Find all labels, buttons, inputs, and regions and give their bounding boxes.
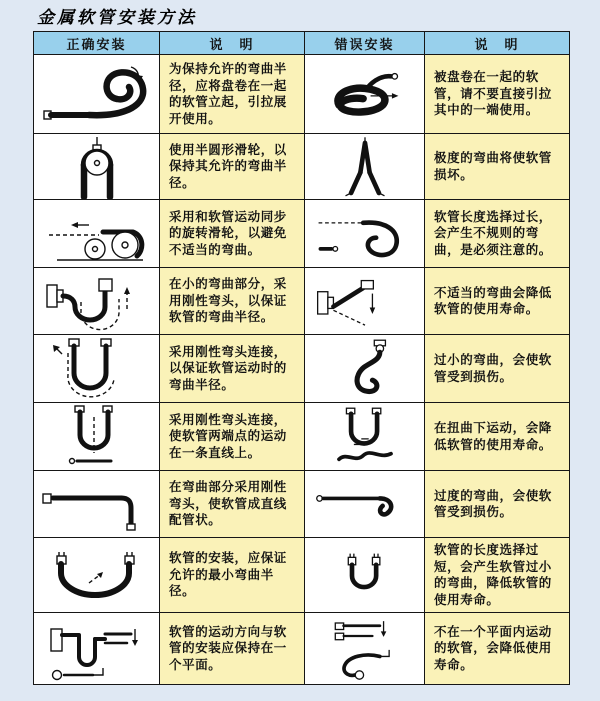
wrong-desc: 过小的弯曲，会使软管受到损伤。	[425, 335, 570, 403]
u-hose-endpoints-on-straight-line-icon	[41, 405, 153, 469]
correct-desc: 采用和软管运动同步的旋转滑轮，以避免不适当的弯曲。	[160, 200, 305, 268]
correct-desc: 软管的运动方向与软管的安装应保持在一个平面。	[160, 613, 305, 685]
wrong-desc: 软管的长度选择过短，会产生软管过小的弯曲，降低软管的使用寿命。	[425, 538, 570, 613]
wrong-desc: 不在一个平面内运动的软管，会降低使用寿命。	[425, 613, 570, 685]
correct-image-cell	[34, 403, 160, 471]
table-row	[34, 55, 570, 134]
correct-image-cell	[34, 134, 160, 200]
wrong-image-cell	[305, 134, 425, 200]
correct-image-cell	[34, 268, 160, 335]
header-correct-description: 说 明	[160, 32, 305, 55]
correct-desc: 软管的安装，应保证允许的最小弯曲半径。	[160, 538, 305, 613]
wrong-image-cell	[305, 335, 425, 403]
correct-image-cell	[34, 538, 160, 613]
u-hose-moving-under-twist-icon	[313, 405, 417, 469]
table-row	[34, 613, 570, 685]
wrong-image-cell	[305, 538, 425, 613]
correct-image-cell	[34, 335, 160, 403]
u-bend-with-rigid-elbows-icon	[41, 269, 153, 333]
wrong-image-cell	[305, 55, 425, 134]
straight-hose-with-rigid-elbow-icon	[41, 472, 153, 536]
table-row	[34, 268, 570, 335]
improper-angled-bend-at-flange-icon	[313, 269, 417, 333]
hose-motion-in-single-plane-assembly-icon	[41, 615, 153, 683]
overlong-hose-irregular-loop-icon	[313, 202, 417, 266]
header-correct-install: 正确安装	[34, 32, 160, 55]
wrong-image-cell	[305, 268, 425, 335]
header-wrong-install: 错误安装	[305, 32, 425, 55]
too-small-radius-hook-bend-icon	[313, 337, 417, 401]
wrong-desc: 在扭曲下运动，会降低软管的使用寿命。	[425, 403, 570, 471]
correct-image-cell	[34, 55, 160, 134]
u-hose-rigid-elbow-connection-icon	[41, 337, 153, 401]
table-row	[34, 471, 570, 538]
overbent-hose-end-icon	[313, 472, 417, 536]
correct-image-cell	[34, 613, 160, 685]
header-row	[34, 32, 570, 55]
hose-over-semicircular-pulley-icon	[41, 135, 153, 199]
coiled-hose-pulled-from-one-end-icon	[313, 62, 417, 126]
table-row	[34, 335, 570, 403]
correct-desc: 采用刚性弯头连接，以保证软管运动时的弯曲半径。	[160, 335, 305, 403]
page-title: 金属软管安装方法	[37, 8, 197, 27]
table-row	[34, 538, 570, 613]
wrong-desc: 过度的弯曲，会使软管受到损伤。	[425, 471, 570, 538]
wrong-image-cell	[305, 471, 425, 538]
coiled-hose-unrolling-icon	[41, 61, 153, 127]
wrong-desc: 极度的弯曲将使软管损坏。	[425, 134, 570, 200]
correct-desc: 在小的弯曲部分，采用刚性弯头，以保证软管的弯曲半径。	[160, 268, 305, 335]
wrong-desc: 不适当的弯曲会降低软管的使用寿命。	[425, 268, 570, 335]
hose-with-synchronized-rotating-pulleys-icon	[41, 202, 153, 266]
correct-image-cell	[34, 471, 160, 538]
table-row	[34, 134, 570, 200]
correct-desc: 采用刚性弯头连接，使软管两端点的运动在一条直线上。	[160, 403, 305, 471]
table-row	[34, 200, 570, 268]
wrong-image-cell	[305, 200, 425, 268]
correct-desc: 在弯曲部分采用刚性弯头，使软管成直线配管状。	[160, 471, 305, 538]
correct-image-cell	[34, 200, 160, 268]
table-row	[34, 403, 570, 471]
correct-desc: 为保持允许的弯曲半径，应将盘卷在一起的软管立起，引拉展开使用。	[160, 55, 305, 134]
wide-u-hose-minimum-bend-radius-icon	[41, 543, 153, 607]
hose-sharp-v-bend-icon	[313, 135, 417, 199]
hose-moving-out-of-plane-icon	[313, 615, 417, 683]
too-short-narrow-u-hose-icon	[313, 543, 417, 607]
installation-table	[33, 31, 570, 685]
wrong-desc: 软管长度选择过长，会产生不规则的弯曲，是必须注意的。	[425, 200, 570, 268]
wrong-image-cell	[305, 403, 425, 471]
wrong-desc: 被盘卷在一起的软管，请不要直接引拉其中的一端使用。	[425, 55, 570, 134]
wrong-image-cell	[305, 613, 425, 685]
correct-desc: 使用半圆形滑轮，以保持其允许的弯曲半径。	[160, 134, 305, 200]
header-wrong-description: 说 明	[425, 32, 570, 55]
